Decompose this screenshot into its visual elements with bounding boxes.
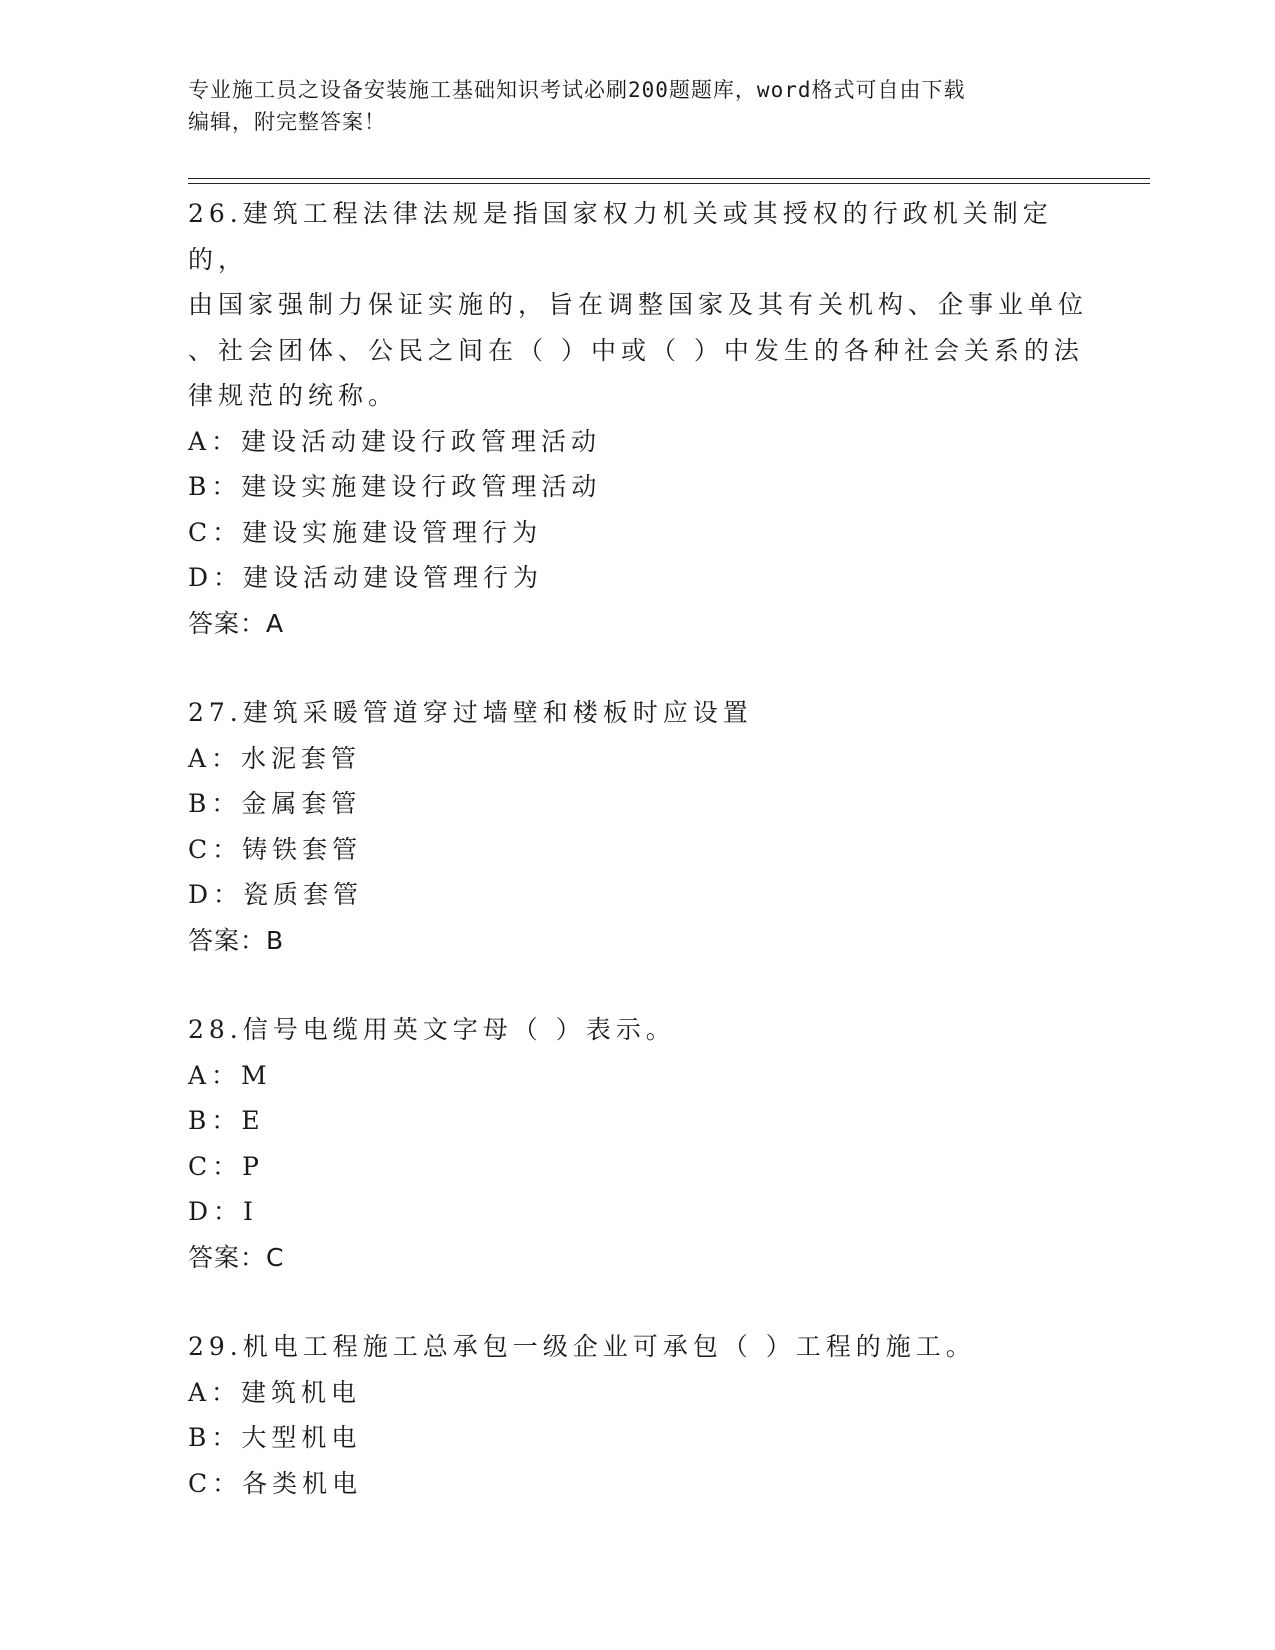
- option-c: C：建设实施建设管理行为: [188, 517, 543, 547]
- question-list: [188, 191, 1088, 1550]
- option-a: A：建设活动建设行政管理活动: [188, 426, 602, 456]
- header-line-1: 专业施工员之设备安装施工基础知识考试必刷200题题库，word格式可自由下载: [188, 78, 966, 102]
- question-text-line: 由国家强制力保证实施的，旨在调整国家及其有关机构、企事业单位: [188, 290, 1089, 319]
- header-line-2: 编辑，附完整答案！: [188, 110, 386, 134]
- option-c: C：铸铁套管: [188, 834, 363, 864]
- answer: 答案：A: [188, 608, 285, 638]
- question-26: [188, 191, 1088, 646]
- question-29: [188, 1324, 1088, 1506]
- question-text-line: 、社会团体、公民之间在（ ）中或（ ）中发生的各种社会关系的法: [188, 335, 1084, 365]
- option-c: C：各类机电: [188, 1468, 363, 1498]
- option-b: B：大型机电: [188, 1423, 362, 1452]
- option-a: A：水泥套管: [188, 743, 362, 773]
- option-a: A：建筑机电: [188, 1377, 362, 1407]
- question-text-line: 律规范的统称。: [188, 381, 399, 410]
- question-text-line: 26.建筑工程法律法规是指国家权力机关或其授权的行政机关制定的，: [188, 199, 1053, 274]
- header-divider-top: [188, 178, 1150, 179]
- question-text-line: 28.信号电缆用英文字母（ ）表示。: [188, 1015, 676, 1044]
- question-text-line: 29.机电工程施工总承包一级企业可承包（ ）工程的施工。: [188, 1332, 976, 1361]
- question-text-line: 27.建筑采暖管道穿过墙壁和楼板时应设置: [188, 698, 753, 727]
- answer: 答案：B: [188, 925, 285, 955]
- question-28: [188, 1007, 1088, 1280]
- option-a: A：M: [188, 1060, 272, 1090]
- option-b: B：E: [188, 1106, 265, 1135]
- option-d: D：瓷质套管: [188, 880, 364, 909]
- question-27: [188, 690, 1088, 963]
- option-d: D：建设活动建设管理行为: [188, 563, 544, 592]
- header-divider-bottom: [188, 183, 1150, 184]
- option-c: C：P: [188, 1151, 264, 1181]
- option-b: B：建设实施建设行政管理活动: [188, 472, 602, 501]
- answer: 答案：C: [188, 1242, 285, 1272]
- option-d: D：I: [188, 1197, 258, 1226]
- option-b: B：金属套管: [188, 789, 362, 818]
- page-header: [188, 74, 1068, 138]
